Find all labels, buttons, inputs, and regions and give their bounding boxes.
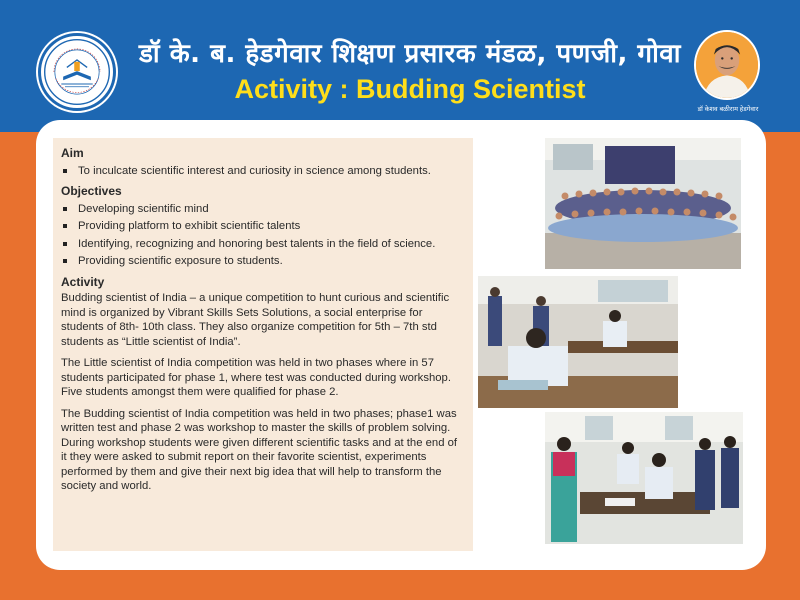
list-item: Identifying, recognizing and honoring best talents in the field of science. <box>61 237 465 252</box>
group-photo <box>545 138 741 269</box>
text-panel <box>53 138 473 551</box>
school-emblem-icon <box>38 33 116 111</box>
organization-title: डॉ के. ब. हेडगेवार शिक्षण प्रसारक मंडळ, पणजी, गोवा <box>139 39 681 69</box>
activity-paragraph: The Budding scientist of India competition was held in two phases; phase1 was written test and phase 2 was workshop to master the skills of problem solving. During workshop students were given different scientific tasks and at the end of it they were asked to submit report on their favorite scientist, experiments performed by them and give their next big idea that will help to transform the society and world. <box>61 407 458 492</box>
objectives-list <box>61 202 465 269</box>
list-item: Developing scientific mind <box>61 202 465 217</box>
list-item: Providing scientific exposure to students. <box>61 254 465 269</box>
activity-title: Activity : Budding Scientist <box>234 74 586 104</box>
lab-photo <box>478 276 678 408</box>
aim-list <box>61 164 465 179</box>
demonstration-photo <box>545 412 743 544</box>
objectives-heading: Objectives <box>61 184 122 198</box>
founder-portrait <box>694 30 760 100</box>
activity-paragraph: Budding scientist of India – a unique competition to hunt curious and scientific mind is organized by Vibrant Skills Sets Solutions, a social enterprise for students of 8th- 10th class. They also organize competition for 5th – 7th std students as “Little scientist of India”. <box>61 292 450 348</box>
aim-heading: Aim <box>61 146 84 160</box>
list-item: Providing platform to exhibit scientific talents <box>61 219 465 234</box>
activity-heading: Activity <box>61 274 105 289</box>
portrait-caption: डॉ केशव बळीराम हेडगेवार <box>697 106 759 113</box>
list-item: To inculcate scientific interest and curiosity in science among students. <box>61 164 465 179</box>
activity-paragraph: The Little scientist of India competition was held in two phases where in 57 students participated for phase 1, where test was conducted during workshop. Five students amongst them were qualified for phase 2. <box>61 357 451 398</box>
